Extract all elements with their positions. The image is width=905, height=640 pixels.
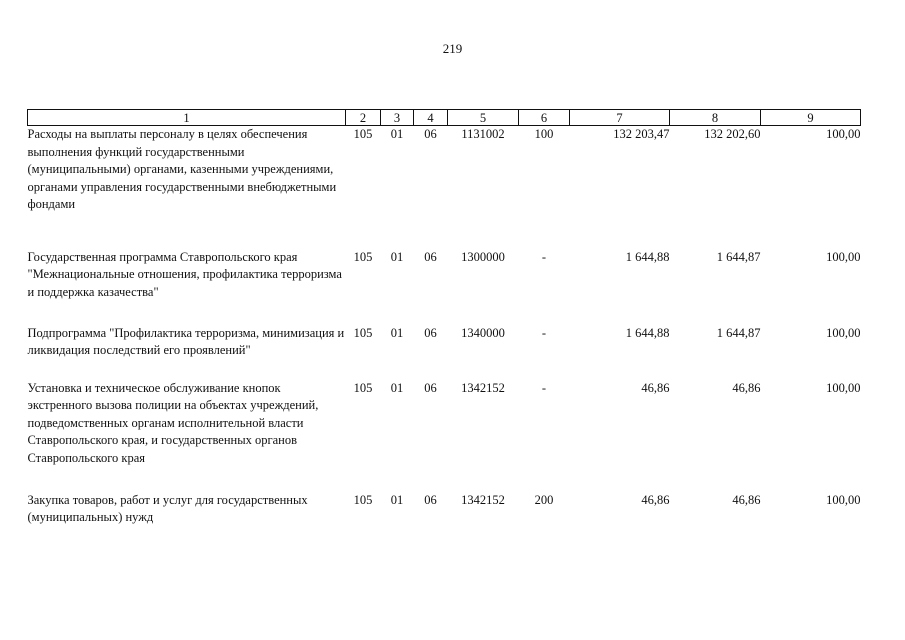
cell-col-8: 1 644,87 [716, 325, 761, 340]
cell-col-6: - [541, 380, 547, 395]
budget-table [27, 109, 861, 532]
header-col-8: 8 [670, 110, 761, 126]
cell-col-7: 1 644,88 [625, 325, 670, 340]
cell-col-6: - [541, 249, 547, 264]
cell-col-9: 100,00 [826, 492, 861, 507]
cell-col-9: 100,00 [826, 127, 861, 141]
cell-col-4: 06 [424, 325, 437, 340]
cell-col-6: 200 [534, 492, 554, 507]
header-col-5: 5 [448, 110, 519, 126]
table-row [28, 380, 861, 492]
cell-col-7: 132 203,47 [613, 127, 670, 141]
cell-col-5: 1342152 [461, 380, 505, 395]
cell-col-4: 06 [424, 380, 437, 395]
header-col-2: 2 [346, 110, 381, 126]
cell-col-8: 46,86 [732, 380, 761, 395]
table-row [28, 126, 861, 249]
header-row [28, 110, 861, 126]
table-row [28, 249, 861, 325]
cell-col-3: 01 [390, 127, 404, 141]
cell-col-8: 132 202,60 [704, 127, 761, 141]
header-col-4: 4 [414, 110, 448, 126]
page-number: 219 [442, 41, 463, 56]
row-description: Подпрограмма "Профилактика терроризма, минимизация и ликвидация последствий его проявлений" [27, 325, 345, 357]
cell-col-9: 100,00 [826, 380, 861, 395]
cell-col-3: 01 [390, 249, 404, 264]
row-description: Закупка товаров, работ и услуг для государственных (муниципальных) нужд [27, 492, 308, 524]
cell-col-5: 1340000 [461, 325, 505, 340]
cell-col-9: 100,00 [826, 249, 861, 264]
cell-col-4: 06 [424, 127, 437, 141]
cell-col-2: 105 [353, 380, 373, 395]
cell-col-7: 1 644,88 [625, 249, 670, 264]
cell-col-7: 46,86 [641, 380, 670, 395]
table-row [28, 325, 861, 380]
cell-col-9: 100,00 [826, 325, 861, 340]
table-row [28, 492, 861, 532]
cell-col-2: 105 [353, 127, 373, 141]
header-col-1: 1 [28, 110, 346, 126]
cell-col-5: 1300000 [461, 249, 505, 264]
cell-col-2: 105 [353, 249, 373, 264]
cell-col-6: - [541, 325, 547, 340]
row-description: Государственная программа Ставропольского края "Межнациональные отношения, профилактика терроризма и поддержка казачества" [27, 249, 342, 299]
header-col-6: 6 [519, 110, 570, 126]
cell-col-7: 46,86 [641, 492, 670, 507]
header-col-7: 7 [570, 110, 670, 126]
cell-col-2: 105 [353, 325, 373, 340]
cell-col-4: 06 [424, 492, 437, 507]
cell-col-8: 1 644,87 [716, 249, 761, 264]
header-col-9: 9 [761, 110, 861, 126]
cell-col-3: 01 [390, 492, 404, 507]
cell-col-6: 100 [534, 127, 554, 141]
cell-col-5: 1131002 [461, 127, 505, 141]
cell-col-3: 01 [390, 380, 404, 395]
row-description: Расходы на выплаты персоналу в целях обеспечения выполнения функций государственными (муниципальными) органами, казенными учреждениями, органами управления государственными внебюджетными фондами [27, 127, 337, 211]
header-col-3: 3 [381, 110, 414, 126]
cell-col-2: 105 [353, 492, 373, 507]
cell-col-5: 1342152 [461, 492, 505, 507]
cell-col-3: 01 [390, 325, 404, 340]
cell-col-4: 06 [424, 249, 437, 264]
cell-col-8: 46,86 [732, 492, 761, 507]
row-description: Установка и техническое обслуживание кнопок экстренного вызова полиции на объектах учреждений, подведомственных органам исполнительной власти Ставропольского края, и государственных органов Ставропольского края [27, 380, 319, 465]
